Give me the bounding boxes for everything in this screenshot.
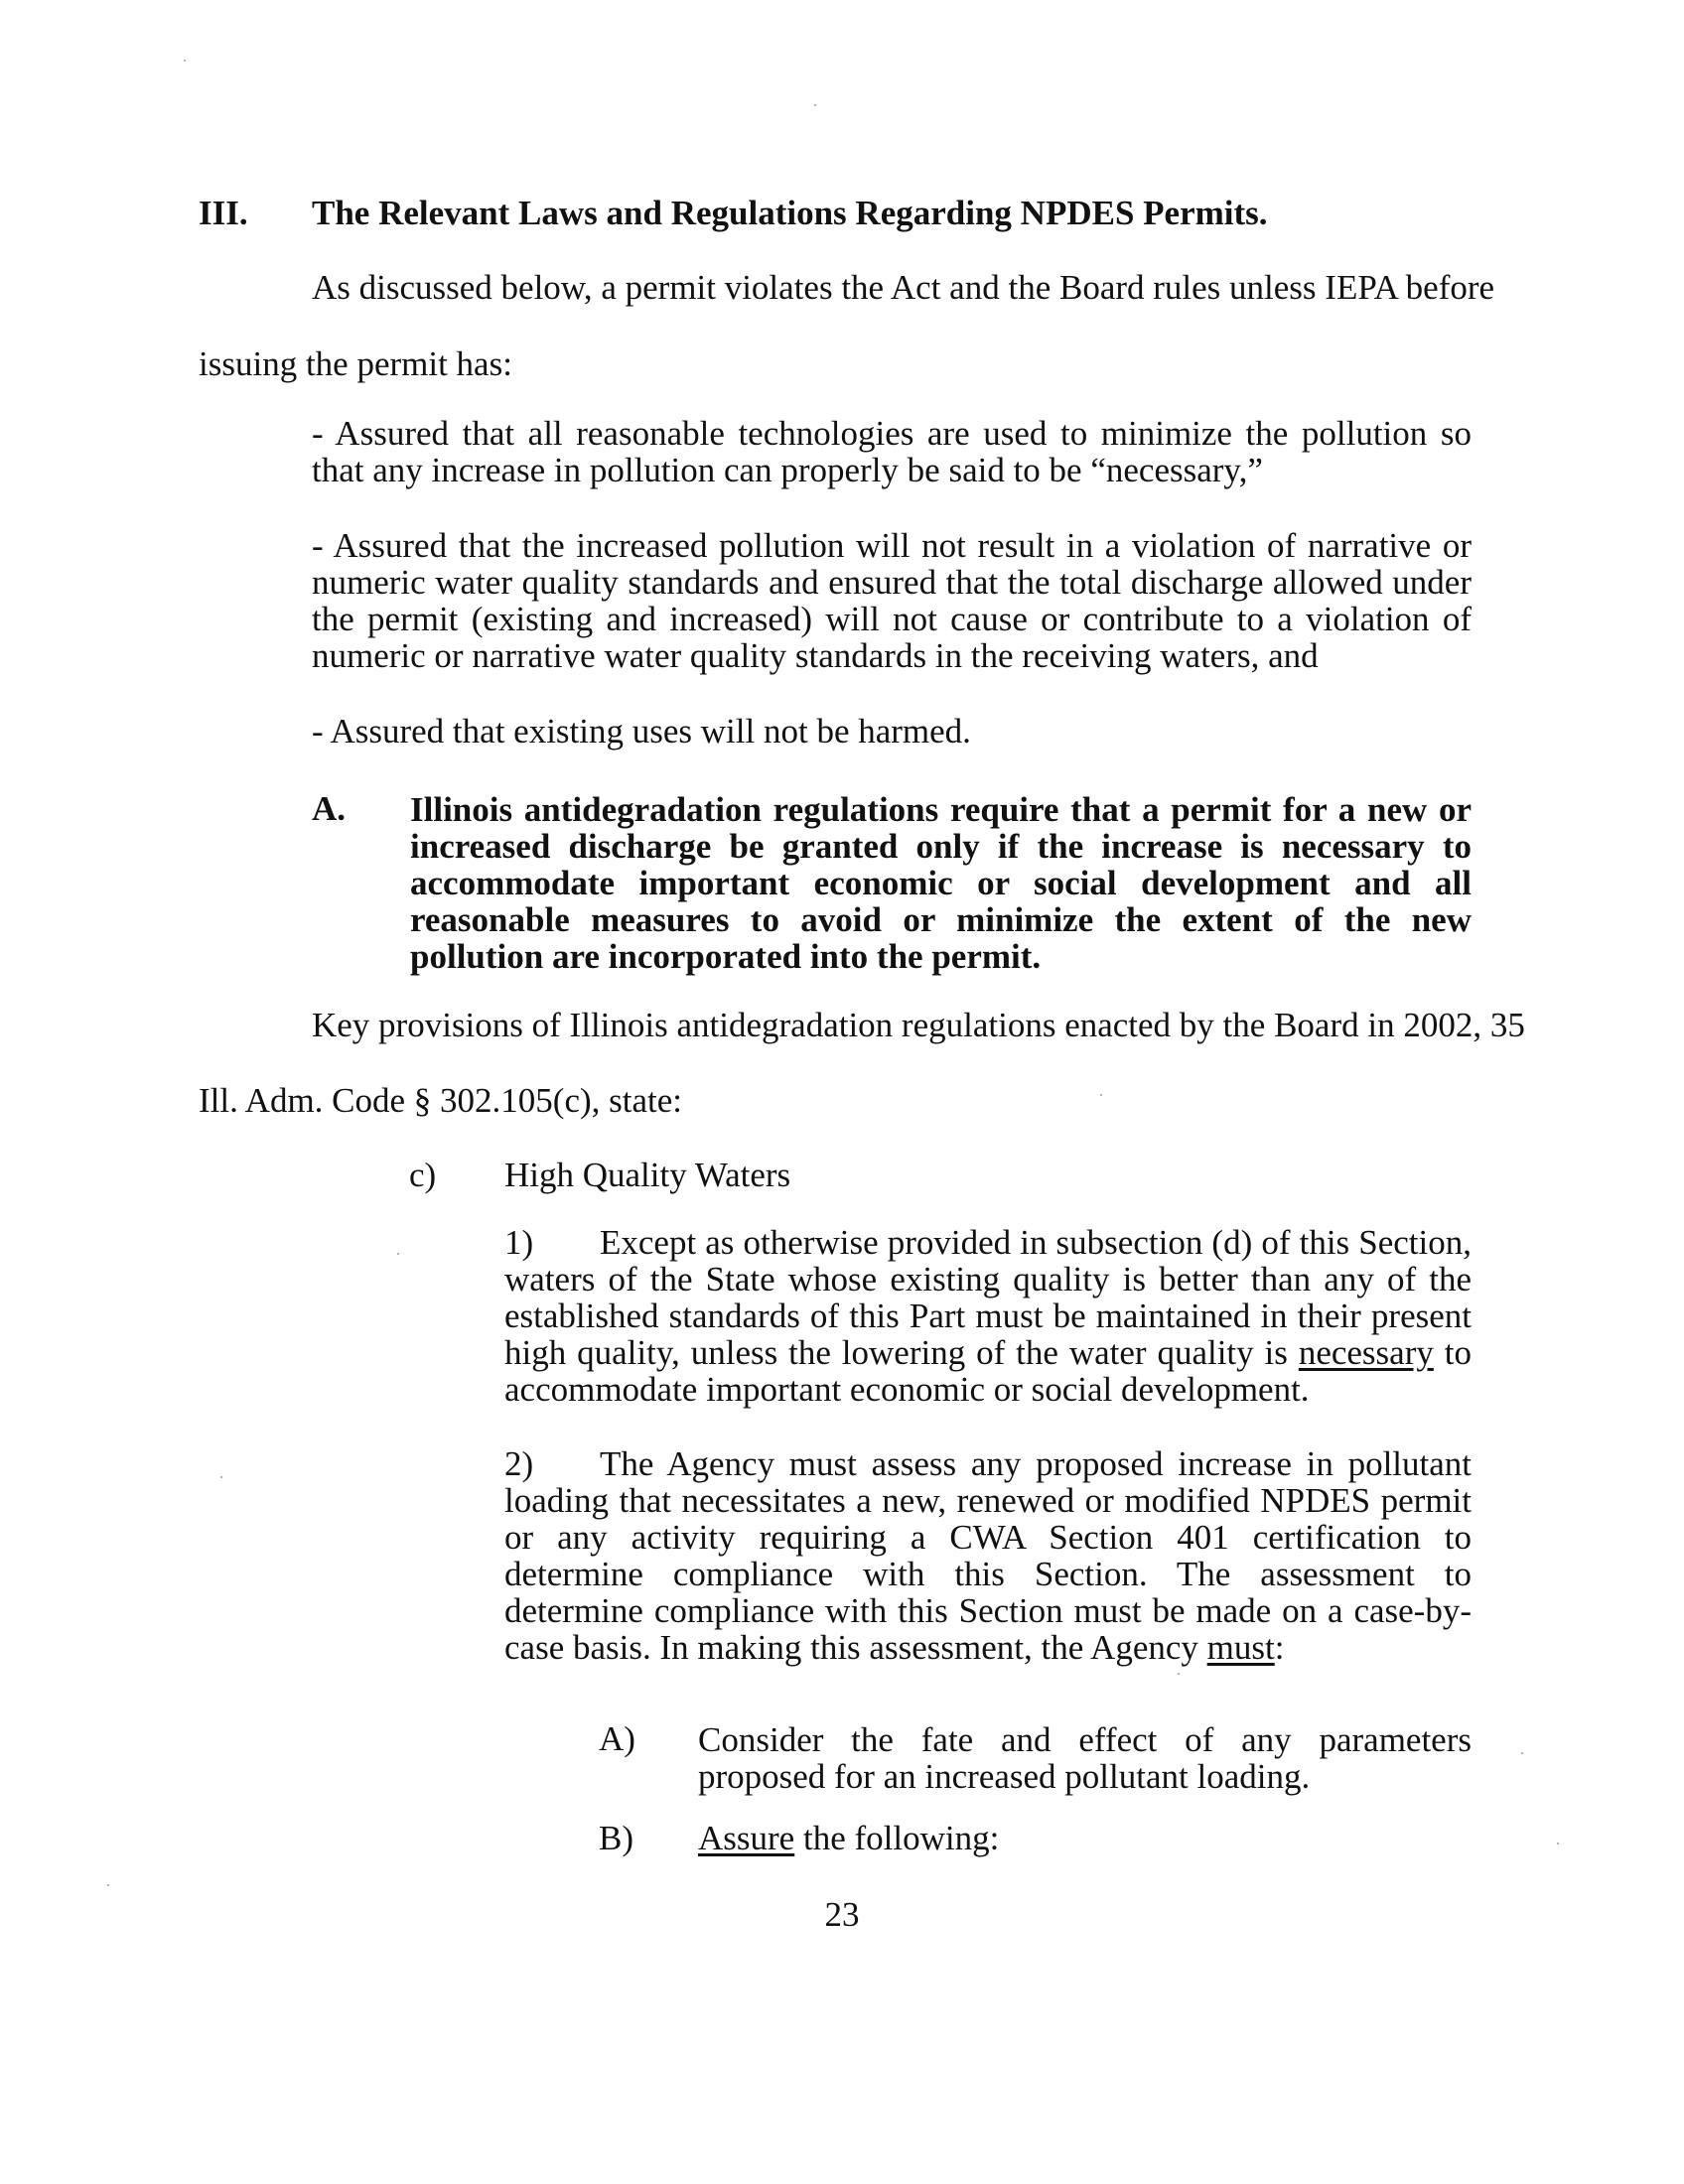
page-number: 23 [824,1895,860,1934]
intro-line-1: As discussed below, a permit violates the Act and the Board rules unless IEPA before [312,268,1495,307]
assure-underlined: Assure [698,1819,795,1857]
item-b-label: B) [599,1819,633,1857]
assurance-item-2: - Assured that the increased pollution will not result in a violation of narrative or numeric water quality standards and ensured that the total discharge allowed under the permit (existing and increased) will not cause or contribute to a violation of numeric or narrative water quality standards in the receiving waters, and [312,526,1472,675]
scan-speck [107,1884,109,1886]
reg-c-label: c) [409,1156,437,1194]
scan-speck [1557,1843,1559,1844]
reg-paragraph-2-text: The Agency must assess any proposed increase in pollutant loading that necessitates a new, renewed or modified NPDES permit or any activity requiring a CWA Section 401 certification to determine compliance with this Section. The assessment to determine compliance with this Section must be made on a case-by-case basis. In making this assessment, the Agency [504,1444,1472,1667]
reg-paragraph-1-label: 1) [504,1223,534,1262]
necessary-underlined: necessary [1298,1333,1434,1372]
assurance-item-1: - Assured that all reasonable technologies are used to minimize the pollution so that any increase in pollution can properly be said to be “necessary,” [312,414,1472,489]
reg-paragraph-1 [504,1224,1472,1408]
scan-speck [1100,1094,1102,1096]
key-provisions-line-1: Key provisions of Illinois antidegradation regulations enacted by the Board in 2002, 35 [312,1006,1525,1044]
must-underlined: must [1206,1628,1275,1667]
item-a-text: Consider the fate and effect of any parameters proposed for an increased pollutant loading. [698,1720,1472,1796]
scan-speck [1521,1752,1523,1754]
reg-paragraph-2-label: 2) [504,1444,534,1483]
item-b-text-end: the following: [794,1819,1000,1857]
reg-paragraph-1-text-end: to accommodate important economic or social development. [504,1333,1472,1409]
scan-speck [184,60,186,62]
item-b-text [698,1815,999,1862]
reg-paragraph-2 [504,1445,1472,1666]
key-provisions-line-2: Ill. Adm. Code § 302.105(c), state: [199,1081,683,1120]
reg-paragraph-1-text: Except as otherwise provided in subsection (d) of this Section, waters of the State whose existing quality is better than any of the established standards of this Part must be maintained in their present high quality, unless the lowering of the water quality is [504,1223,1472,1372]
assurance-item-3: - Assured that existing uses will not be harmed. [312,712,971,751]
section-heading: The Relevant Laws and Regulations Regarding NPDES Permits. [312,194,1268,232]
subsection-a-label: A. [312,789,347,828]
scan-speck [814,104,816,106]
section-number: III. [199,194,248,232]
reg-paragraph-2-text-end: : [1274,1628,1285,1667]
item-a-label: A) [599,1719,635,1758]
scan-speck [220,1476,222,1478]
intro-line-2: issuing the permit has: [199,344,512,383]
reg-c-title: High Quality Waters [504,1156,791,1194]
scan-speck [1178,1673,1180,1675]
subsection-a-heading: Illinois antidegradation regulations require that a permit for a new or increased discharge be granted only if the increase is necessary to accommodate important economic or social development and all reasonable measures to avoid or minimize the extent of the new pollution are incorporated into the permit. [410,790,1472,976]
scan-speck [397,1253,399,1255]
